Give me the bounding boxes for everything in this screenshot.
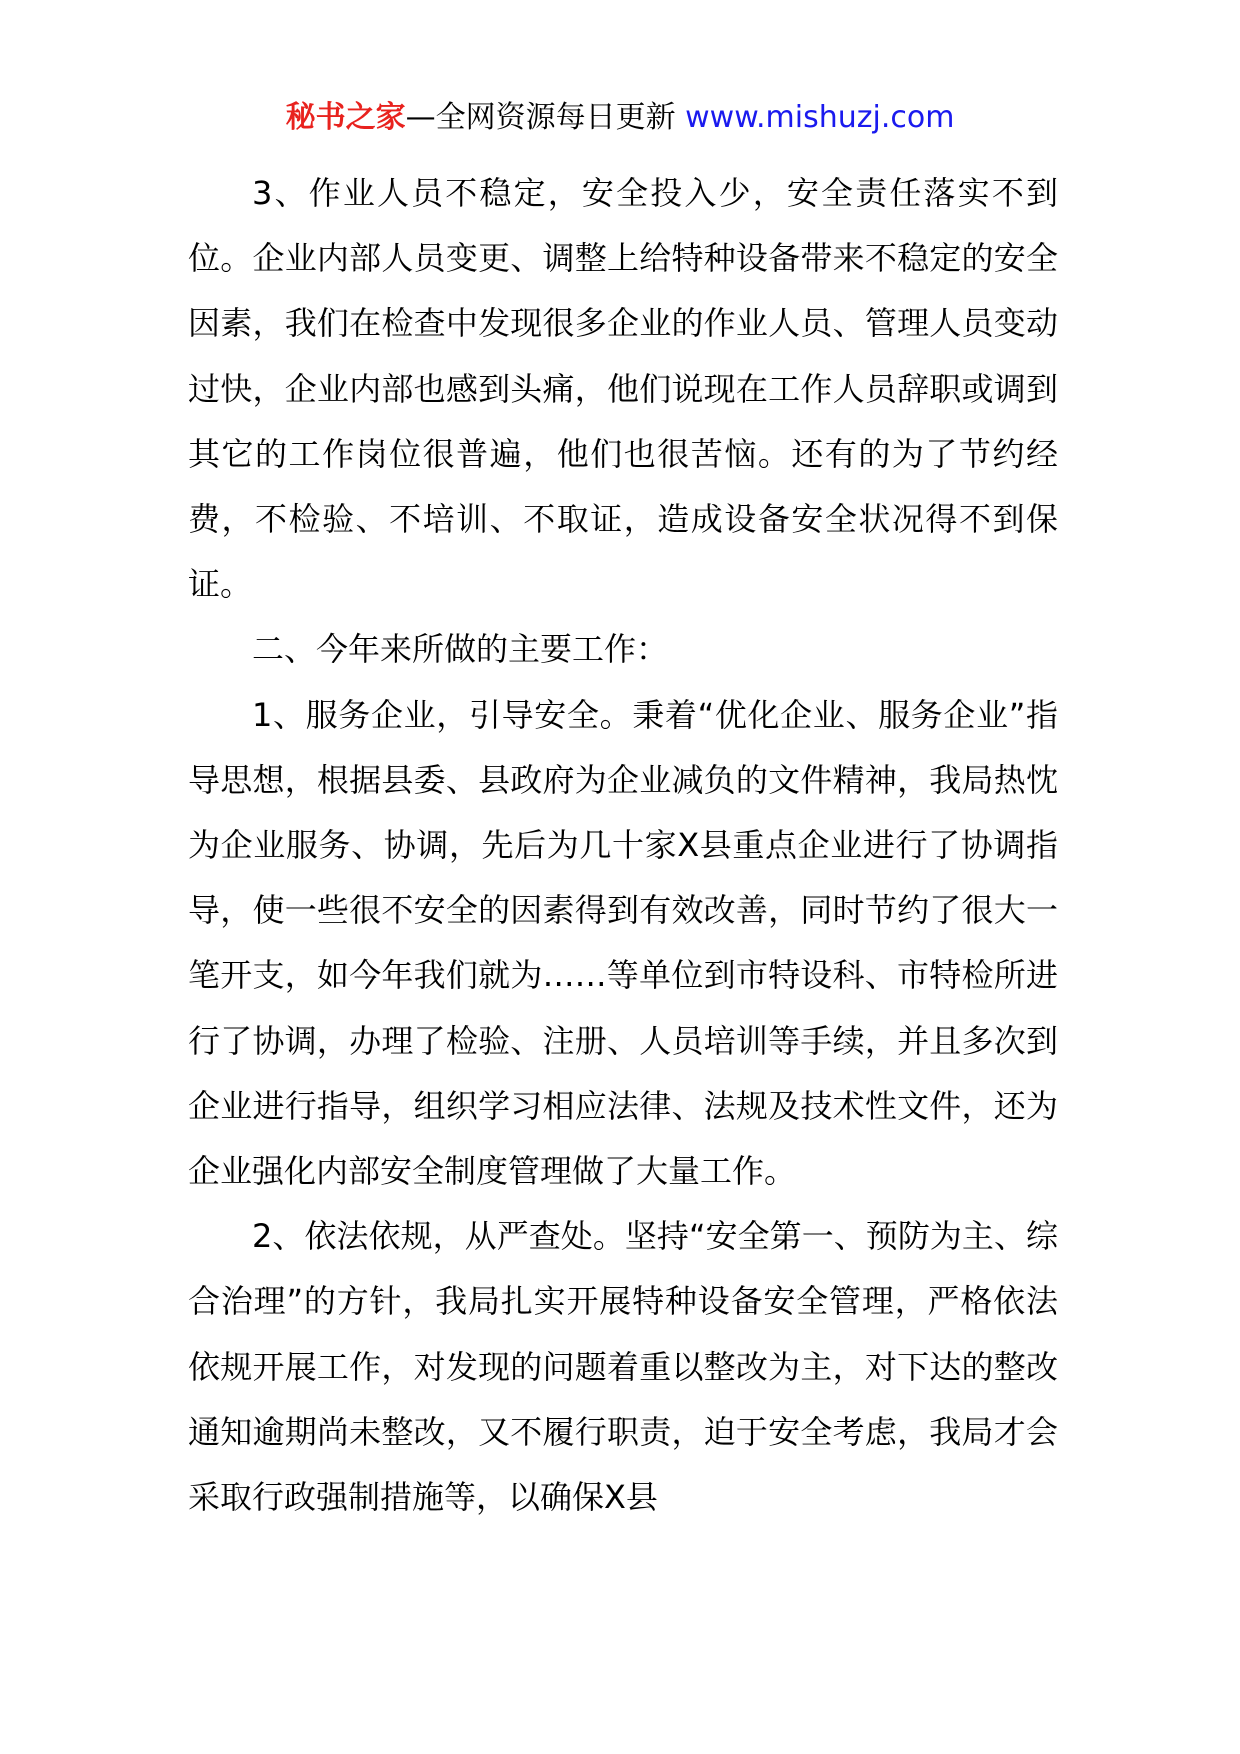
page-header xyxy=(0,98,1240,138)
paragraph-serve-enterprises: 1、服务企业，引导安全。秉着“优化企业、服务企业”指导思想，根据县委、县政府为企业减负的文件精神，我局热忱为企业服务、协调，先后为几十家X县重点企业进行了协调指导，使一些很不安全的因素得到有效改善，同时节约了很大一笔开支，如今年我们就为……等单位到市特设科、市特检所进行了协调，办理了检验、注册、人员培训等手续，并且多次到企业进行指导，组织学习相应法律、法规及技术性文件，还为企业强化内部安全制度管理做了大量工作。 xyxy=(188,695,1058,1191)
paragraph-law-enforcement: 2、依法依规，从严查处。坚持“安全第一、预防为主、综合治理”的方针，我局扎实开展特种设备安全管理，严格依法依规开展工作，对发现的问题着重以整改为主，对下达的整改通知逾期尚未整改，又不履行职责，迫于安全考虑，我局才会采取行政强制措施等，以确保X县 xyxy=(188,1217,1058,1517)
site-url-link[interactable]: www.mishuzj.com xyxy=(685,100,955,135)
document-body xyxy=(188,161,1058,1530)
paragraph-staff-instability: 3、作业人员不稳定，安全投入少，安全责任落实不到位。企业内部人员变更、调整上给特种设备带来不稳定的安全因素，我们在检查中发现很多企业的作业人员、管理人员变动过快，企业内部也感到头痛，他们说现在工作人员辞职或调到其它的工作岗位很普遍，他们也很苦恼。还有的为了节约经费，不检验、不培训、不取证，造成设备安全状况得不到保证。 xyxy=(188,174,1058,604)
section-heading-main-work: 二、今年来所做的主要工作： xyxy=(252,630,669,669)
header-tagline: —全网资源每日更新 xyxy=(405,100,686,135)
brand-name: 秘书之家 xyxy=(285,100,406,135)
